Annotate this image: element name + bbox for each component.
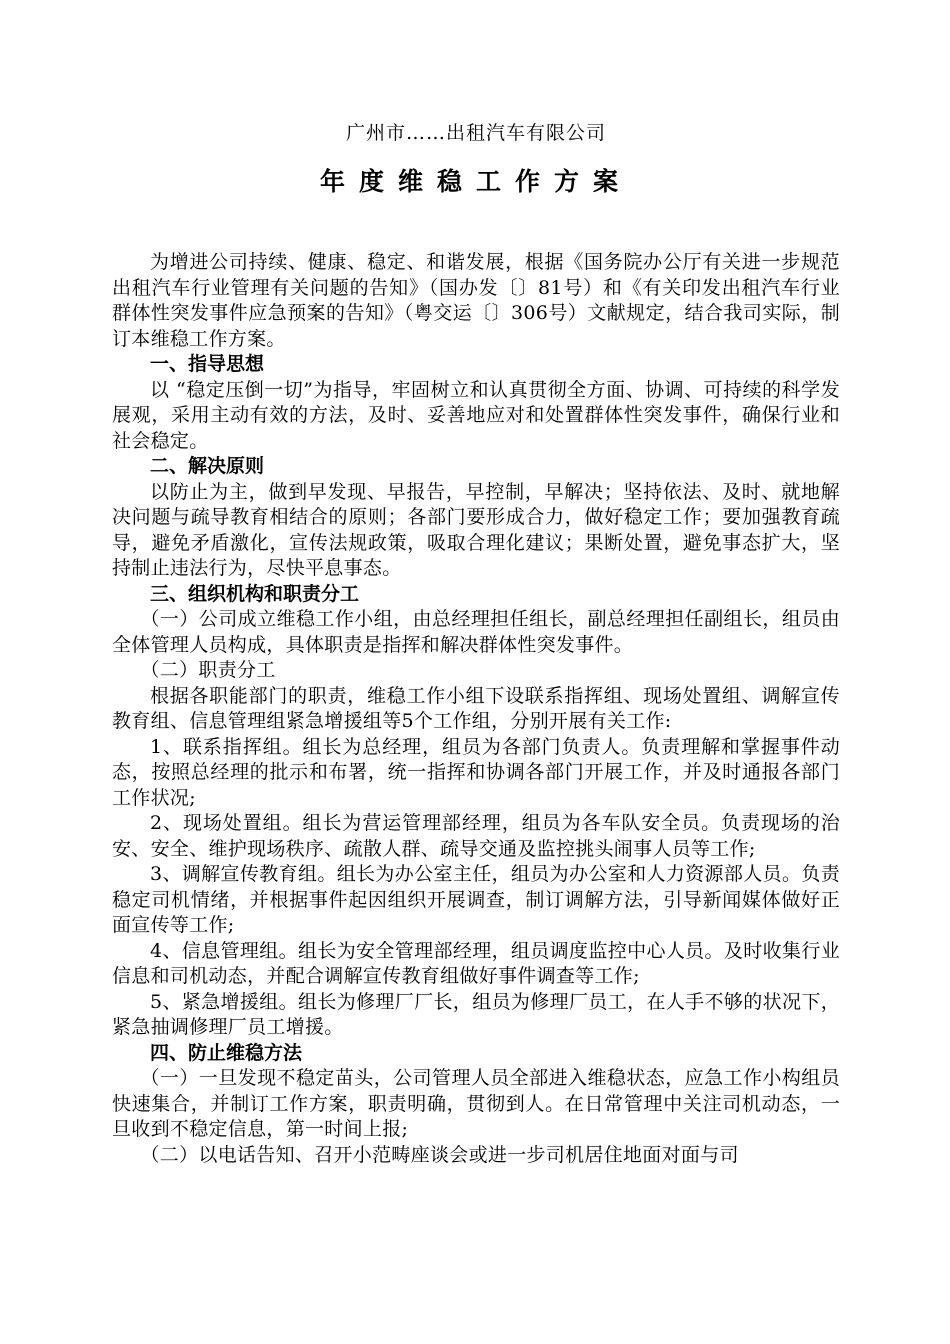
section-3-item-1: 1、联系指挥组。组长为总经理，组员为各部门负责人。负责理解和掌握事件动态，按照总经理的批示和布署，统一指挥和协调各部门开展工作，并及时通报各部门工作状况; [112, 735, 840, 809]
section-3-item-2: 2、现场处置组。组长为营运管理部经理，组员为各车队安全员。负责现场的治安、安全、维护现场秩序、疏散人群、疏导交通及监控挑头闹事人员等工作; [112, 812, 840, 860]
section-1-text: 以 “稳定压倒一切”为指导，牢固树立和认真贯彻全方面、协调、可持续的科学发展观，采用主动有效的方法，及时、妥善地应对和处置群体性突发事件，确保行业和社会稳定。 [112, 378, 840, 452]
intro-paragraph: 为增进公司持续、健康、稳定、和谐发展，根据《国务院办公厅有关进一步规范出租汽车行业管理有关问题的告知》（国办发〔〕81号）和《有关印发出租汽车行业群体性突发事件应急预案的告知》（粤交运〔〕306号）文献规定，结合我司实际，制订本维稳工作方案。 [112, 251, 840, 350]
section-3-paragraph-2: （二）职责分工 [140, 659, 276, 681]
section-4-paragraph-1: （一）一旦发现不稳定苗头，公司管理人员全部进入维稳状态，应急工作小构组员快速集合，并制订工作方案，职责明确，贯彻到人。在日常管理中关注司机动态，一旦收到不稳定信息，第一时间上报; [112, 1067, 840, 1140]
company-name: 广州市……出租汽车有限公司 [345, 122, 606, 144]
section-3-item-4: 4、信息管理组。组长为安全管理部经理，组员调度监控中心人员。及时收集行业信息和司机动态，并配合调解宣传教育组做好事件调查等工作; [112, 939, 840, 987]
section-3-item-5: 5、紧急增援组。组长为修理厂厂长，组员为修理厂员工，在人手不够的状况下，紧急抽调修理厂员工增援。 [112, 990, 840, 1038]
document-title: 年度维稳工作方案 [319, 167, 632, 196]
section-4-heading: 四、防止维稳方法 [150, 1041, 303, 1064]
section-3-item-3: 3、调解宣传教育组。组长为办公室主任，组员为办公室和人力资源部人员。负责稳定司机情绪，并根据事件起因组织开展调查，制订调解方法，引导新闻媒体做好正面宣传等工作; [112, 863, 840, 936]
section-1-heading: 一、指导思想 [150, 353, 265, 375]
section-4-paragraph-2: （二）以电话告知、召开小范畴座谈会或进一步司机居住地面对面与司 [140, 1143, 739, 1166]
document-page [112, 120, 840, 1168]
section-3-paragraph-1: （一）公司成立维稳工作小组，由总经理担任组长，副总经理担任副组长，组员由全体管理人员构成，具体职责是指挥和解决群体性突发事件。 [112, 608, 840, 656]
section-2-heading: 二、解决原则 [150, 455, 265, 477]
section-3-heading: 三、组织机构和职责分工 [150, 582, 360, 605]
section-3-paragraph-3: 根据各职能部门的职责，维稳工作小组下设联系指挥组、现场处置组、调解宣传教育组、信息管理组紧急增援组等5个工作组，分别开展有关工作: [112, 684, 840, 732]
section-2-text: 以防止为主，做到早发现、早报告，早控制，早解决；坚持依法、及时、就地解决问题与疏导教育相结合的原则；各部门要形成合力，做好稳定工作；要加强教育疏导，避免矛盾激化，宣传法规政策，吸取合理化建议；果断处置，避免事态扩大，坚持制止违法行为，尽快平息事态。 [112, 480, 840, 579]
